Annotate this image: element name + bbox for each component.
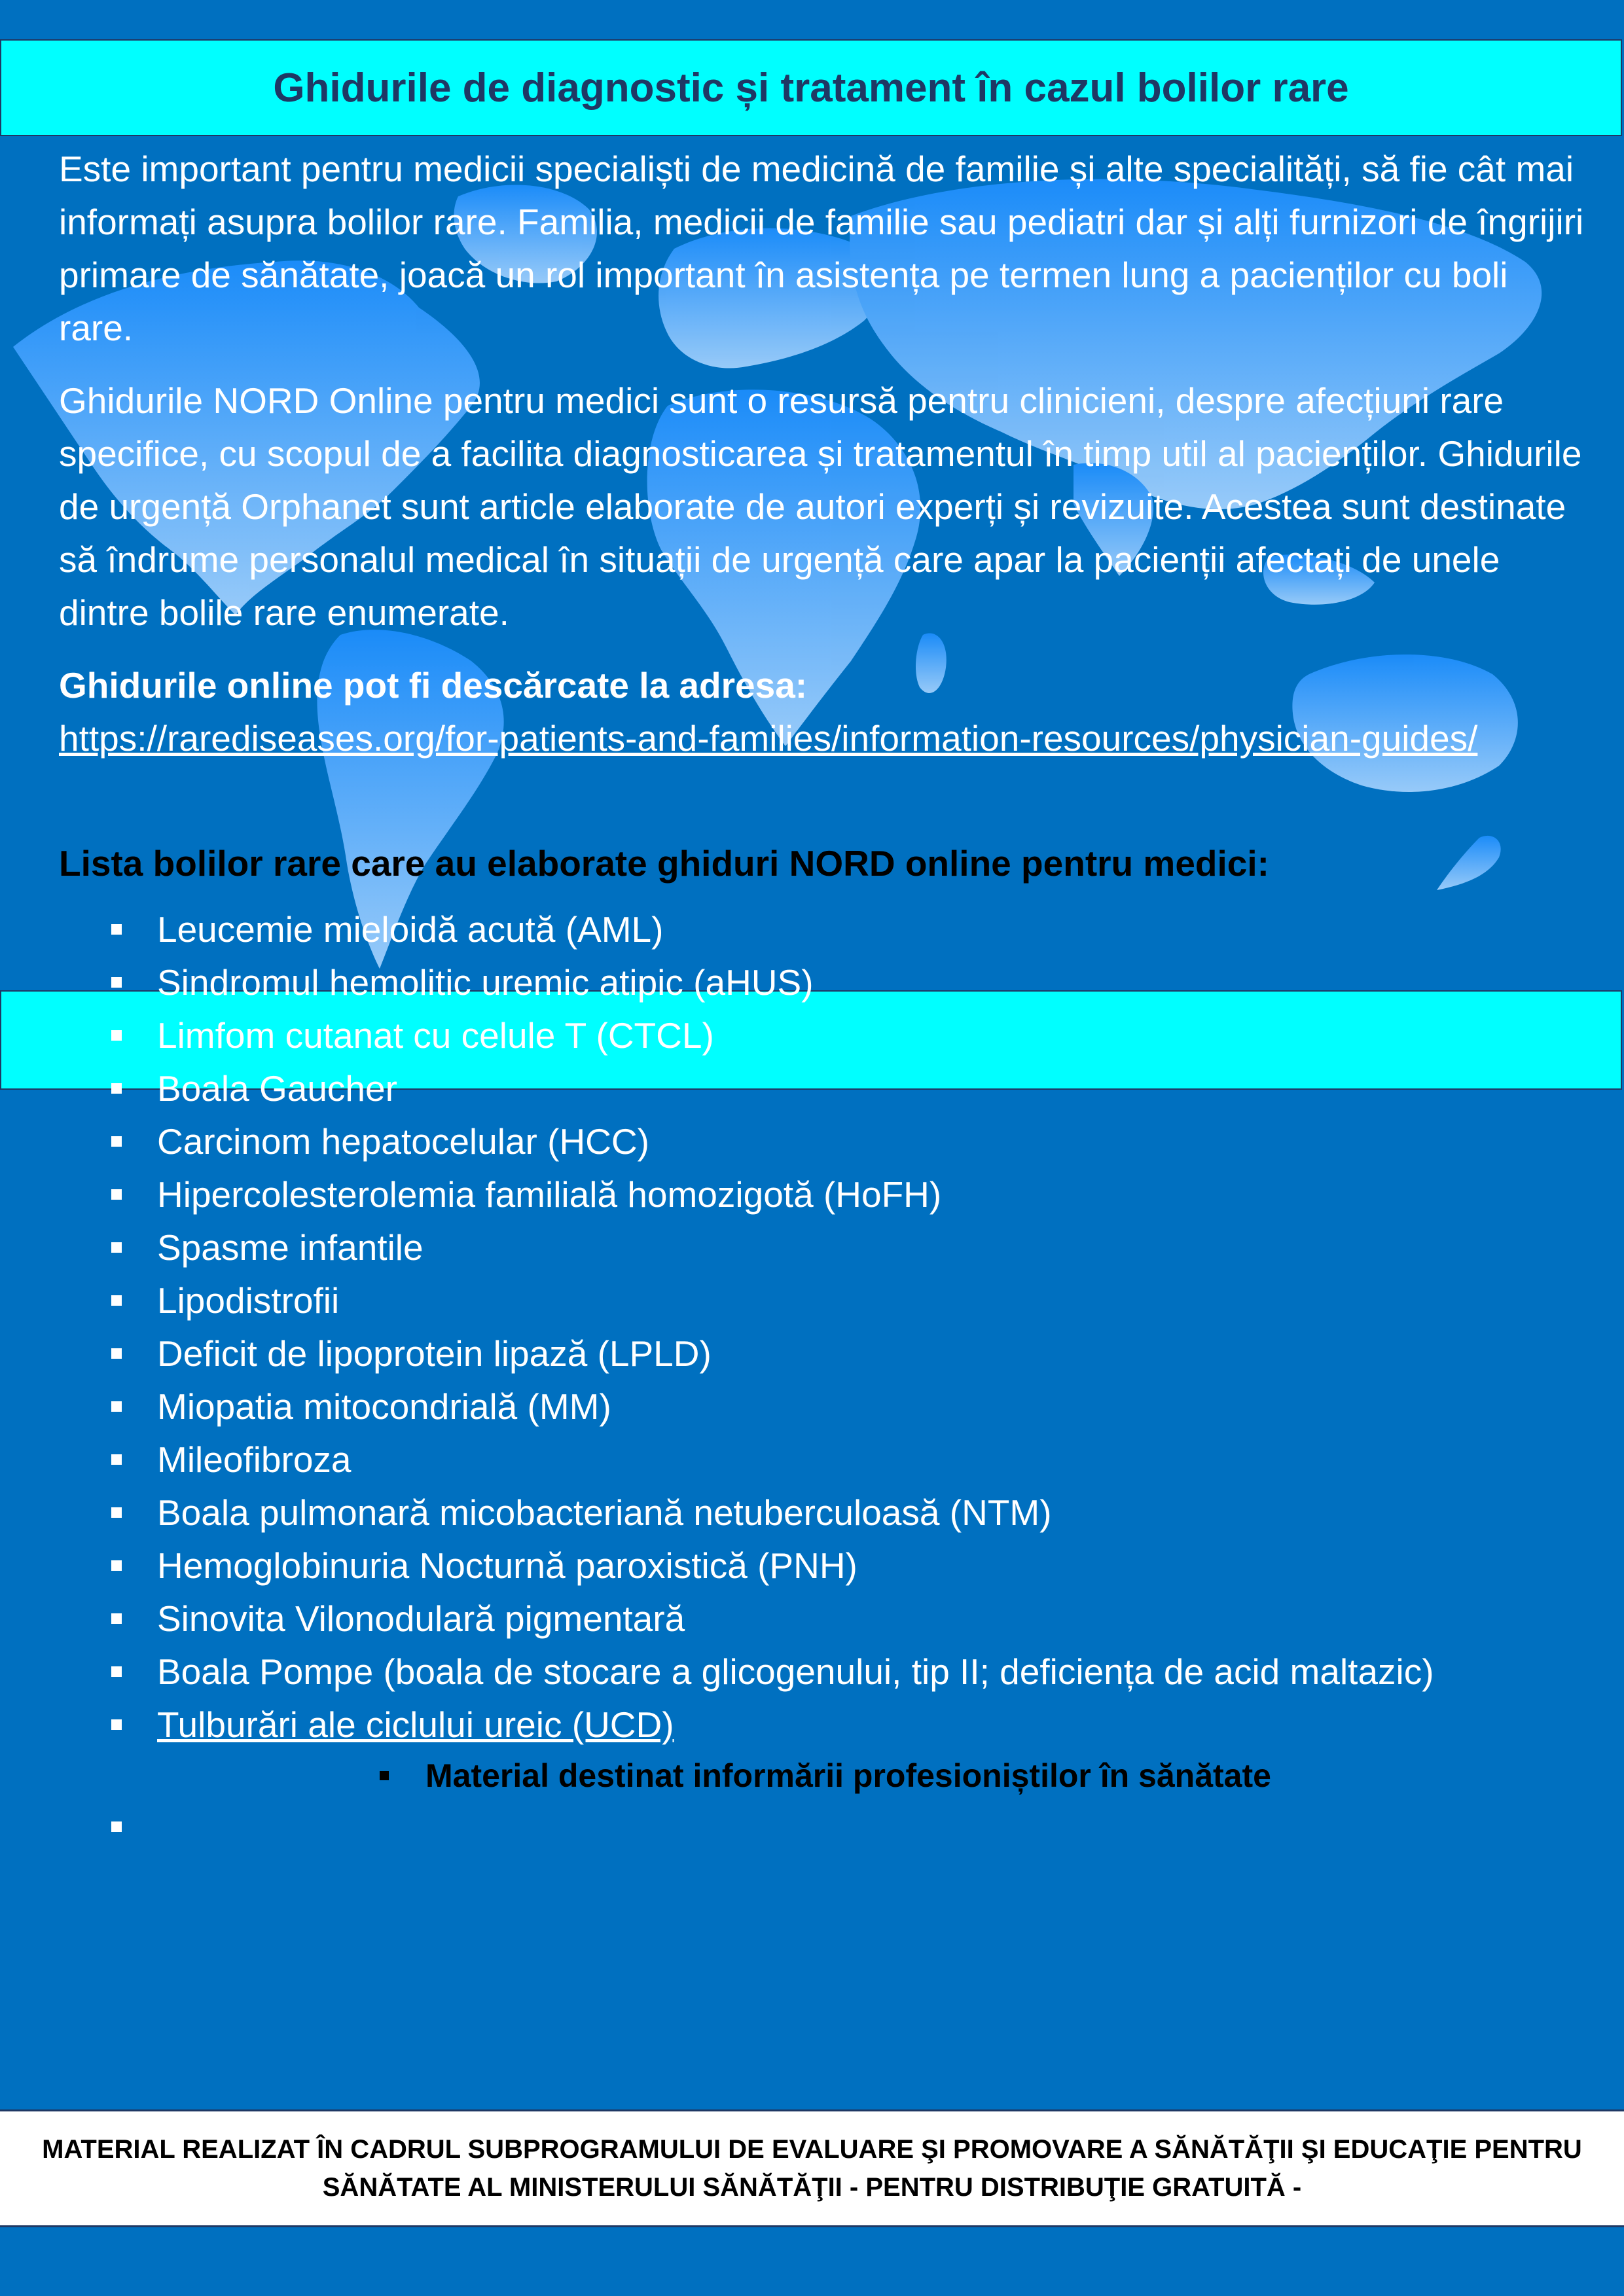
bullet-icon xyxy=(111,924,122,935)
footer-line-2: SĂNĂTATE AL MINISTERULUI SĂNĂTĂŢII - PENTRU DISTRIBUŢIE GRATUITĂ - xyxy=(322,2173,1302,2202)
bullet-icon xyxy=(111,1136,122,1147)
bullet-icon xyxy=(111,1719,122,1730)
empty-list-item xyxy=(59,1801,1591,1854)
list-item: Limfom cutanat cu celule T (CTCL) xyxy=(59,1009,1591,1062)
bullet-icon xyxy=(111,1242,122,1253)
download-heading: Ghidurile online pot fi descărcate la adresa: xyxy=(59,665,808,706)
bullet-icon xyxy=(111,1613,122,1624)
main-content xyxy=(59,143,1591,1854)
list-item: Sindromul hemolitic uremic atipic (aHUS) xyxy=(59,956,1591,1009)
bullet-icon xyxy=(380,1771,389,1780)
list-item: Hipercolesterolemia familială homozigotă (HoFH) xyxy=(59,1168,1591,1221)
footer-line-1: MATERIAL REALIZAT ÎN CADRUL SUBPROGRAMULUI DE EVALUARE ŞI PROMOVARE A SĂNĂTĂŢII ŞI EDUCAŢIE PENTRU xyxy=(42,2135,1582,2164)
bullet-icon xyxy=(111,1560,122,1571)
intro-paragraph-2: Ghidurile NORD Online pentru medici sunt o resursă pentru clinicieni, despre afecțiuni rare specifice, cu scopul de a facilita diagnosticarea și tratamentul în timp util al pacienților. Ghidurile de urgență Orphanet sunt article elaborate de autori experți și revizuite. Acestea sunt destinate să îndrume personalul medical în situații de urgență care apar la pacienții afectați de unele dintre bolile rare enumerate. xyxy=(59,380,1582,633)
professional-note: Material destinat informării profesioniștilor în sănătate xyxy=(59,1751,1591,1801)
disease-list-heading: Lista bolilor rare care au elaborate ghiduri NORD online pentru medici: xyxy=(59,843,1269,884)
guides-link[interactable]: https://rarediseases.org/for-patients-and-families/information-resources/physician-guides/ xyxy=(59,718,1478,759)
bullet-icon xyxy=(111,1348,122,1359)
intro-paragraph-1: Este important pentru medicii specialiști de medicină de familie și alte specialități, să fie cât mai informați asupra bolilor rare. Familia, medicii de familie sau pediatri dar și alți furnizori de îngrijiri primare de sănătate, joacă un rol important în asistența pe termen lung a pacienților cu boli rare. xyxy=(59,149,1584,348)
bullet-icon xyxy=(111,1189,122,1200)
list-item: Mileofibroza xyxy=(59,1433,1591,1486)
bullet-icon xyxy=(111,1454,122,1465)
download-section xyxy=(59,659,1591,765)
footer-notice xyxy=(0,2109,1624,2227)
bullet-icon xyxy=(111,1507,122,1518)
bullet-icon xyxy=(111,1401,122,1412)
list-item: Lipodistrofii xyxy=(59,1274,1591,1327)
disease-list xyxy=(59,903,1591,1751)
list-item: Hemoglobinuria Nocturnă paroxistică (PNH) xyxy=(59,1539,1591,1592)
list-item: Boala Gaucher xyxy=(59,1062,1591,1115)
list-item: Boala Pompe (boala de stocare a glicogenului, tip II; deficiența de acid maltazic) xyxy=(59,1645,1591,1698)
title-banner xyxy=(0,39,1622,136)
page-title: Ghidurile de diagnostic și tratament în cazul bolilor rare xyxy=(273,65,1349,111)
bullet-icon xyxy=(111,1666,122,1677)
list-item: Spasme infantile xyxy=(59,1221,1591,1274)
bullet-icon xyxy=(111,977,122,988)
list-item: Boala pulmonară micobacteriană netuberculoasă (NTM) xyxy=(59,1486,1591,1539)
bullet-icon xyxy=(111,1821,122,1832)
list-item: Deficit de lipoprotein lipază (LPLD) xyxy=(59,1327,1591,1380)
bullet-icon xyxy=(111,1030,122,1041)
list-item: Carcinom hepatocelular (HCC) xyxy=(59,1115,1591,1168)
list-item: Sinovita Vilonodulară pigmentară xyxy=(59,1592,1591,1645)
bullet-icon xyxy=(111,1083,122,1094)
list-item: Miopatia mitocondrială (MM) xyxy=(59,1380,1591,1433)
bullet-icon xyxy=(111,1295,122,1306)
list-item: Leucemie mieloidă acută (AML) xyxy=(59,903,1591,956)
list-item-ucd-link[interactable]: Tulburări ale ciclului ureic (UCD) xyxy=(59,1698,1591,1751)
